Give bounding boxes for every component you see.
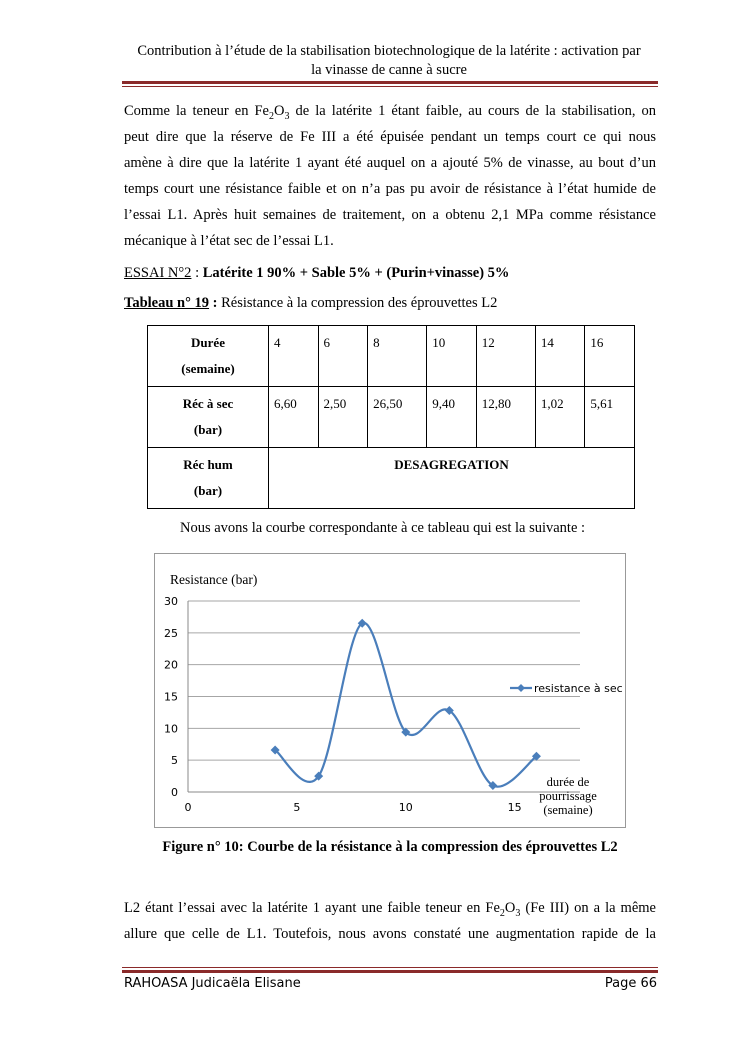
header-rule-thin — [122, 86, 658, 87]
row-head-dry: Réc à sec (bar) — [148, 387, 269, 448]
dry-cell: 1,02 — [535, 387, 585, 448]
duration-cell: 8 — [368, 326, 427, 387]
duration-cell: 10 — [427, 326, 477, 387]
figure-caption: Figure n° 10: Courbe de la résistance à la compression des éprouvettes L2 — [162, 839, 618, 855]
tableau-title: Résistance à la compression des éprouvettes L2 — [221, 295, 498, 311]
footer-author: RAHOASA Judicaëla Elisane — [124, 976, 301, 991]
y-tick-label: 5 — [171, 754, 178, 768]
dry-cell: 26,50 — [368, 387, 427, 448]
header-rule — [122, 81, 658, 84]
y-axis-label: Resistance (bar) — [170, 572, 258, 587]
footer-page-number: Page 66 — [604, 976, 657, 991]
chart-frame — [154, 553, 626, 828]
table-row-wet — [148, 448, 635, 509]
dry-cell: 9,40 — [427, 387, 477, 448]
x-tick-label: 5 — [293, 801, 301, 814]
x-tick-label: 10 — [398, 801, 413, 814]
footer-rule — [122, 970, 658, 973]
table-row-duration — [148, 326, 635, 387]
y-tick-label: 10 — [164, 722, 178, 736]
dry-cell: 2,50 — [318, 387, 368, 448]
y-tick-label: 25 — [164, 626, 178, 640]
x-tick-label: 0 — [184, 801, 192, 814]
intro-line-1: Comme la teneur en $Fe_2O_3$ de la latérite 1 étant faible, au cours de la stabilisation, on — [124, 103, 656, 122]
chart-lead-in: Nous avons la courbe correspondante à ce tableau qui est la suivante : — [180, 520, 586, 536]
header-title-line1: Contribution à l’étude de la stabilisation biotechnologique de la latérite : activation par — [137, 43, 641, 59]
y-tick-label: 15 — [164, 690, 178, 704]
intro-line-4: temps court une résistance faible et on n’a pas pu avoir de résistance à l’état humide de — [124, 181, 656, 197]
duration-cell: 16 — [585, 326, 635, 387]
intro-line-2: peut dire que la réserve de Fe III a été épuisée pendant un temps court ce qui nous — [124, 129, 656, 145]
x-tick-label: 15 — [507, 801, 522, 814]
series-line — [275, 623, 536, 787]
resistance-chart — [155, 554, 625, 827]
dry-cell: 6,60 — [269, 387, 319, 448]
essai-heading: ESSAI N°2 : Latérite 1 90% + Sable 5% + (Purin+vinasse) 5% — [124, 265, 510, 281]
duration-cell: 12 — [476, 326, 535, 387]
essai-label: ESSAI N°2 — [124, 265, 192, 281]
duration-cell: 14 — [535, 326, 585, 387]
y-tick-label: 0 — [171, 786, 178, 799]
x-axis-label: pourrissage — [539, 789, 597, 803]
duration-cell: 4 — [269, 326, 319, 387]
row-head-wet: Réc hum (bar) — [148, 448, 269, 509]
closing-paragraph — [124, 895, 656, 947]
table-row-dry — [148, 387, 635, 448]
x-axis-label: durée de — [546, 775, 590, 789]
intro-paragraph — [124, 98, 656, 254]
legend-marker — [517, 684, 525, 692]
essai-title: Latérite 1 90% + Sable 5% + (Purin+vinasse) 5% — [202, 265, 510, 281]
y-tick-label: 30 — [164, 595, 178, 608]
intro-line-3: amène à dire que la latérite 1 ayant été auquel on a ajouté 5% de vinasse, au bout d’un — [124, 155, 656, 171]
closing-line-1: L2 étant l’essai avec la latérite 1 ayant une faible teneur en $Fe_2O_3$ (Fe III) on a la même — [124, 900, 656, 919]
tableau-heading: Tableau n° 19 : Résistance à la compression des éprouvettes L2 — [124, 295, 498, 311]
intro-line-6: mécanique à l’état sec de l’essai L1. — [124, 233, 334, 249]
footer-rule-thin — [122, 967, 658, 968]
intro-line-5: l’essai L1. Après huit semaines de traitement, on a obtenu 2,1 MPa comme résistance — [124, 207, 656, 223]
page-header — [120, 42, 658, 80]
header-title-line2: la vinasse de canne à sucre — [311, 62, 467, 78]
y-tick-label: 20 — [164, 658, 178, 672]
tableau-label: Tableau n° 19 — [124, 295, 210, 311]
x-axis-label: (semaine) — [543, 803, 593, 817]
row-head-duration: Durée (semaine) — [148, 326, 269, 387]
duration-cell: 6 — [318, 326, 368, 387]
dry-cell: 12,80 — [476, 387, 535, 448]
resistance-table — [147, 325, 635, 509]
closing-line-2: allure que celle de L1. Toutefois, nous avons constaté une augmentation rapide de la — [124, 926, 656, 942]
wet-value-cell: DESAGREGATION — [269, 448, 635, 509]
legend-label: resistance à sec — [534, 682, 623, 695]
dry-cell: 5,61 — [585, 387, 635, 448]
